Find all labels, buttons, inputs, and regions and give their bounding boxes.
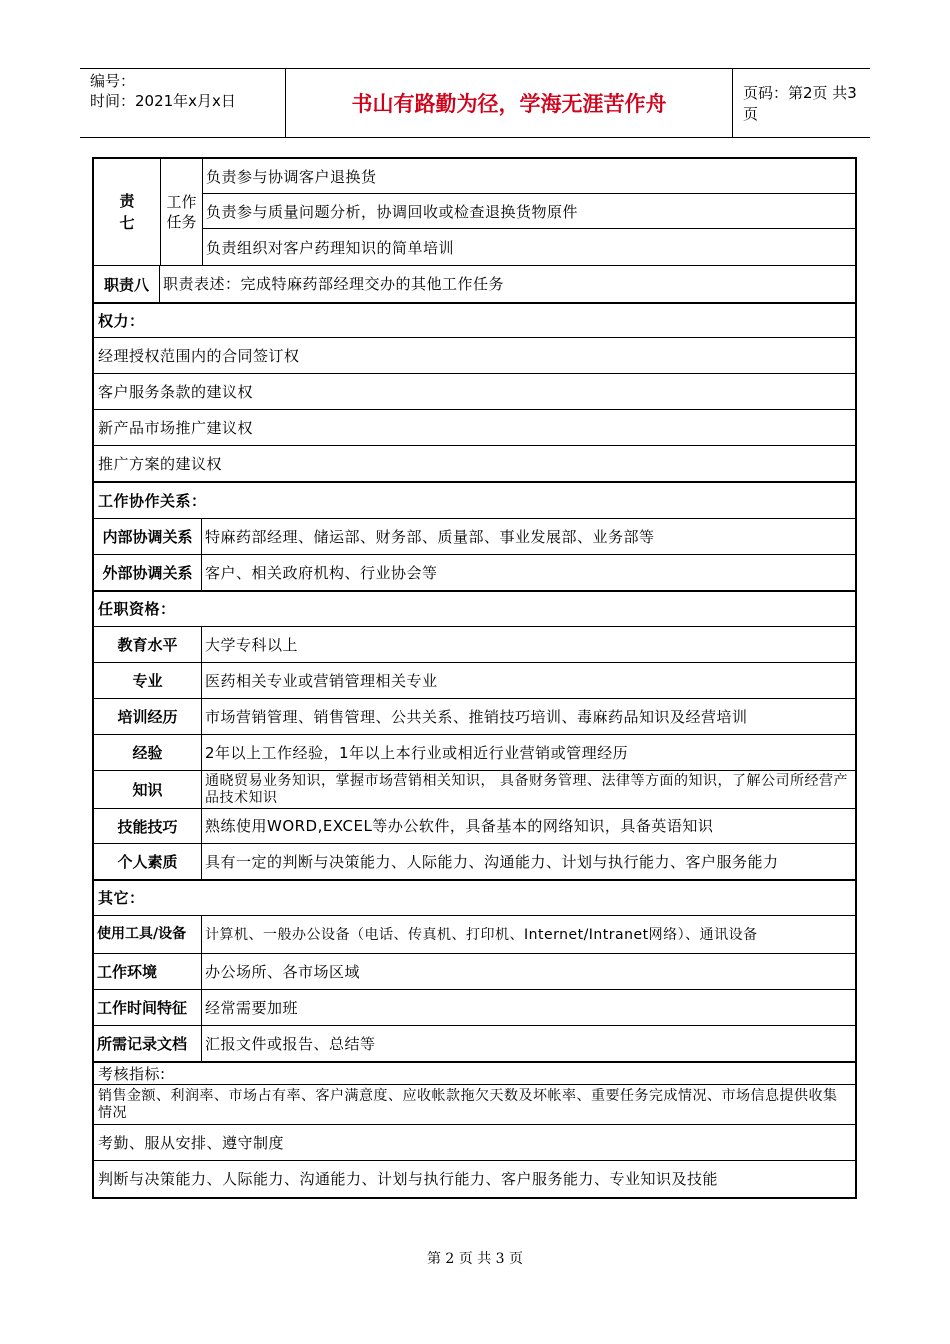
qualification-row [94, 809, 855, 844]
duty8-label: 职责八 [94, 266, 160, 302]
duty7-task: 负责参与质量问题分析，协调回收或检查退换货物原件 [203, 194, 855, 229]
job-description-table [92, 157, 857, 1199]
internal-relations-text: 特麻药部经理、储运部、财务部、质量部、事业发展部、业务部等 [205, 527, 655, 546]
authority-title-row [94, 304, 855, 338]
qualification-text: 大学专科以上 [205, 635, 299, 654]
assessment-item-row [94, 1085, 855, 1125]
other-label: 使用工具/设备 [94, 916, 202, 953]
qualification-row [94, 699, 855, 735]
task-label-bottom: 任务 [166, 213, 197, 231]
other-label: 所需记录文档 [94, 1026, 202, 1061]
authority-item: 经理授权范围内的合同签订权 [98, 346, 300, 365]
other-row [94, 1026, 855, 1063]
qualifications-title-row [94, 592, 855, 627]
assessment-item: 销售金额、利润率、市场占有率、客户满意度、应收帐款拖欠天数及坏帐率、重要任务完成情况、市场信息提供收集情况 [98, 1087, 838, 1121]
qualification-row [94, 663, 855, 699]
qualification-text: 2年以上工作经验，1年以上本行业或相近行业营销或管理经历 [205, 743, 629, 762]
authority-item: 推广方案的建议权 [98, 454, 223, 473]
assessment-item-row [94, 1125, 855, 1161]
qualification-row [94, 844, 855, 881]
qualification-label: 教育水平 [94, 627, 202, 662]
other-title: 其它： [98, 889, 145, 907]
other-row [94, 916, 855, 954]
authority-item: 客户服务条款的建议权 [98, 382, 254, 401]
authority-item: 新产品市场推广建议权 [98, 418, 254, 437]
duty7-label [94, 159, 161, 265]
header-motto: 书山有路勤为径，学海无涯苦作舟 [285, 69, 733, 137]
other-row [94, 990, 855, 1026]
other-label: 工作环境 [94, 954, 202, 989]
qualification-text: 具有一定的判断与决策能力、人际能力、沟通能力、计划与执行能力、客户服务能力 [205, 852, 779, 871]
relations-title: 工作协作关系： [98, 491, 207, 510]
authority-item-row [94, 410, 855, 446]
authority-title: 权力： [98, 311, 145, 330]
other-row [94, 954, 855, 990]
duty7-task-label [161, 159, 203, 265]
other-label: 工作时间特征 [94, 990, 202, 1025]
document-number-label: 编号： [90, 72, 136, 90]
qualification-row [94, 735, 855, 771]
duty8-row [94, 266, 855, 304]
qualification-text: 熟练使用WORD,EXCEL等办公软件，具备基本的网络知识，具备英语知识 [205, 817, 714, 835]
authority-item-row [94, 374, 855, 410]
assessment-item-row [94, 1161, 855, 1197]
duty7-task-list [203, 159, 855, 265]
external-relations-label: 外部协调关系 [94, 555, 202, 590]
page-footer: 第 2 页 共 3 页 [426, 1251, 524, 1267]
qualification-row [94, 627, 855, 663]
qualification-label: 专业 [94, 663, 202, 698]
qualifications-title: 任职资格： [98, 600, 176, 618]
other-text: 经常需要加班 [205, 998, 299, 1017]
qualification-label: 知识 [94, 771, 202, 808]
qualification-text: 医药相关专业或营销管理相关专业 [205, 671, 438, 690]
header-page-info: 页码：第2页 共3页 [743, 84, 857, 123]
qualification-row [94, 771, 855, 809]
internal-relations-label: 内部协调关系 [94, 519, 202, 554]
duty8-text: 职责表述：完成特麻药部经理交办的其他工作任务 [163, 275, 505, 293]
qualification-label: 培训经历 [94, 699, 202, 734]
internal-relations-row [94, 519, 855, 555]
external-relations-text: 客户、相关政府机构、行业协会等 [205, 563, 438, 582]
other-text: 汇报文件或报告、总结等 [205, 1034, 376, 1053]
assessment-item: 判断与决策能力、人际能力、沟通能力、计划与执行能力、客户服务能力、专业知识及技能 [98, 1170, 719, 1188]
qualification-label: 个人素质 [94, 844, 202, 879]
authority-item-row [94, 338, 855, 374]
other-title-row [94, 881, 855, 916]
duty7-block [94, 159, 855, 266]
header-meta [80, 69, 285, 137]
qualification-text: 通晓贸易业务知识，掌握市场营销相关知识， 具备财务管理、法律等方面的知识，了解公司所经营产品技术知识 [205, 772, 848, 806]
assessment-item: 考勤、服从安排、遵守制度 [98, 1133, 285, 1152]
authority-item-row [94, 446, 855, 483]
qualification-label: 技能技巧 [94, 809, 202, 843]
duty7-label-top: 责 [119, 192, 135, 210]
other-text: 办公场所、各市场区域 [205, 962, 361, 981]
duty7-task: 负责参与协调客户退换货 [203, 159, 855, 194]
other-text: 计算机、一般办公设备（电话、传真机、打印机、Internet/Intranet网络）、通讯设备 [205, 926, 758, 943]
duty7-task: 负责组织对客户药理知识的简单培训 [206, 238, 455, 257]
assessment-title: 考核指标: [98, 1064, 166, 1083]
page-header [80, 68, 870, 138]
relations-title-row [94, 483, 855, 519]
document-time: 时间：2021年x月x日 [90, 92, 236, 110]
task-label-top: 工作 [166, 193, 197, 211]
assessment-title-row [94, 1063, 855, 1085]
qualification-label: 经验 [94, 735, 202, 770]
duty7-label-bottom: 七 [119, 214, 135, 232]
external-relations-row [94, 555, 855, 592]
qualification-text: 市场营销管理、销售管理、公共关系、推销技巧培训、毒麻药品知识及经营培训 [205, 707, 748, 726]
